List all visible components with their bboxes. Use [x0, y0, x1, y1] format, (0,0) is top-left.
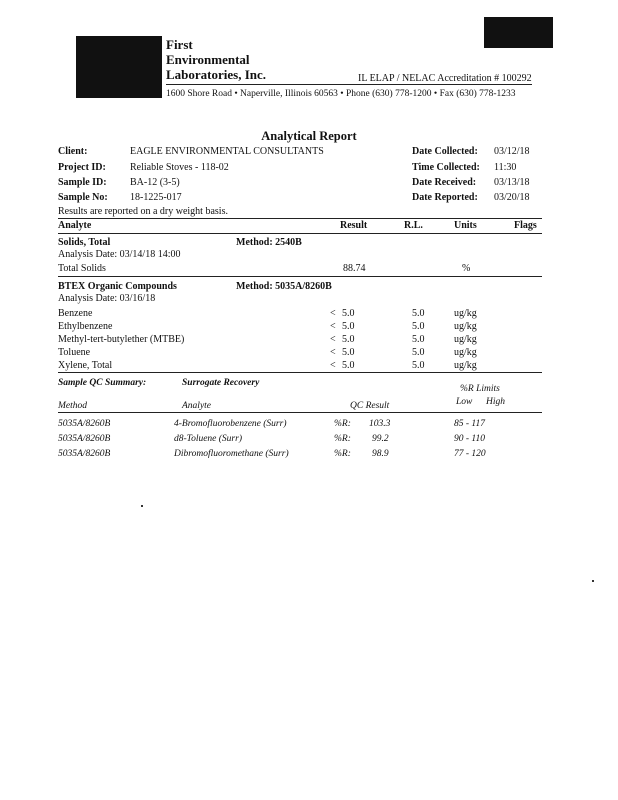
- qc-result-col: QC Result: [350, 401, 390, 411]
- solids-method: Method: 2540B: [236, 237, 302, 248]
- qc-row-r: %R:: [334, 419, 351, 429]
- qc-method-col: Method: [58, 401, 88, 411]
- report-title: Analytical Report: [261, 129, 357, 143]
- btex-row-rl: 5.0: [412, 360, 425, 371]
- btex-analysis-date: Analysis Date: 03/16/18: [58, 293, 156, 304]
- solids-rule: [58, 276, 542, 277]
- date-collected-value: 03/12/18: [494, 146, 530, 157]
- letterhead-rule: [166, 84, 532, 85]
- btex-row-qual: <: [330, 334, 336, 345]
- sample-no-value: 18-1225-017: [130, 192, 182, 203]
- qc-row-analyte: d8-Toluene (Surr): [174, 434, 242, 444]
- btex-row-rl: 5.0: [412, 347, 425, 358]
- qc-row-r: %R:: [334, 434, 351, 444]
- solids-row-name: Total Solids: [58, 263, 106, 274]
- company-name-line1: First: [166, 37, 193, 52]
- company-name-line3: Laboratories, Inc.: [166, 67, 267, 82]
- client-value: EAGLE ENVIRONMENTAL CONSULTANTS: [130, 146, 324, 157]
- company-name-line2: Environmental: [166, 52, 250, 67]
- project-label: Project ID:: [58, 162, 106, 173]
- qc-row-value: 98.9: [372, 449, 389, 459]
- btex-row-result: 5.0: [342, 360, 355, 371]
- qc-row-limits: 90 - 110: [454, 434, 485, 444]
- btex-row-result: 5.0: [342, 334, 355, 345]
- qc-row-method: 5035A/8260B: [58, 434, 111, 444]
- col-analyte: Analyte: [58, 220, 92, 231]
- btex-row-name: Benzene: [58, 308, 93, 319]
- qc-summary-label: Sample QC Summary:: [58, 378, 147, 388]
- qc-row-method: 5035A/8260B: [58, 449, 111, 459]
- header-rule-top: [58, 218, 542, 219]
- btex-row-result: 5.0: [342, 308, 355, 319]
- header-rule-bottom: [58, 233, 542, 234]
- btex-row-qual: <: [330, 308, 336, 319]
- btex-row-units: ug/kg: [454, 308, 477, 319]
- time-collected-value: 11:30: [494, 162, 517, 173]
- btex-row-units: ug/kg: [454, 347, 477, 358]
- btex-row-qual: <: [330, 347, 336, 358]
- qc-header-rule: [58, 412, 542, 413]
- date-collected-label: Date Collected:: [412, 146, 478, 157]
- qc-row-limits: 85 - 117: [454, 419, 485, 429]
- company-address: 1600 Shore Road • Naperville, Illinois 60563 • Phone (630) 778-1200 • Fax (630) 778-1233: [166, 89, 516, 99]
- date-received-label: Date Received:: [412, 177, 477, 188]
- btex-rule: [58, 372, 542, 373]
- results-note: Results are reported on a dry weight basis.: [58, 206, 228, 217]
- btex-row-qual: <: [330, 321, 336, 332]
- project-value: Reliable Stoves - 118-02: [130, 162, 229, 173]
- btex-row-name: Ethylbenzene: [58, 321, 113, 332]
- date-reported-value: 03/20/18: [494, 192, 530, 203]
- btex-row-name: Xylene, Total: [58, 360, 113, 371]
- sample-no-label: Sample No:: [58, 192, 108, 203]
- qc-row-value: 103.3: [369, 419, 391, 429]
- client-label: Client:: [58, 146, 88, 157]
- col-units: Units: [454, 220, 477, 231]
- btex-row-result: 5.0: [342, 321, 355, 332]
- solids-row-units: %: [462, 263, 471, 274]
- date-reported-label: Date Reported:: [412, 192, 478, 203]
- sample-id-value: BA-12 (3-5): [130, 177, 180, 188]
- scan-speck: [592, 580, 594, 582]
- btex-row-name: Methyl-tert-butylether (MTBE): [58, 334, 185, 345]
- sample-id-label: Sample ID:: [58, 177, 107, 188]
- qc-row-analyte: 4-Bromofluorobenzene (Surr): [174, 419, 287, 429]
- btex-row-rl: 5.0: [412, 321, 425, 332]
- qc-surrogate-label: Surrogate Recovery: [182, 378, 260, 388]
- btex-row-qual: <: [330, 360, 336, 371]
- solids-row-result: 88.74: [343, 263, 366, 274]
- company-logo: [76, 36, 162, 98]
- qc-row-analyte: Dibromofluoromethane (Surr): [174, 449, 289, 459]
- col-flags: Flags: [514, 220, 537, 231]
- date-received-value: 03/13/18: [494, 177, 530, 188]
- col-result: Result: [340, 220, 368, 231]
- qc-row-value: 99.2: [372, 434, 389, 444]
- btex-row-result: 5.0: [342, 347, 355, 358]
- qc-analyte-col: Analyte: [182, 401, 212, 411]
- btex-method: Method: 5035A/8260B: [236, 281, 332, 292]
- btex-row-units: ug/kg: [454, 334, 477, 345]
- btex-row-units: ug/kg: [454, 360, 477, 371]
- btex-group: BTEX Organic Compounds: [58, 281, 177, 292]
- col-rl: R.L.: [404, 220, 423, 231]
- redaction-box: [484, 17, 553, 48]
- qc-row-method: 5035A/8260B: [58, 419, 111, 429]
- btex-row-name: Toluene: [58, 347, 91, 358]
- time-collected-label: Time Collected:: [412, 162, 480, 173]
- solids-group: Solids, Total: [58, 237, 111, 248]
- qc-low-col: Low: [456, 397, 473, 407]
- scan-speck: [141, 505, 143, 507]
- qc-row-r: %R:: [334, 449, 351, 459]
- btex-row-rl: 5.0: [412, 334, 425, 345]
- accreditation: IL ELAP / NELAC Accreditation # 100292: [358, 73, 532, 84]
- qc-high-col: High: [486, 397, 505, 407]
- btex-row-units: ug/kg: [454, 321, 477, 332]
- qc-row-limits: 77 - 120: [454, 449, 486, 459]
- qc-limits-label: %R Limits: [460, 384, 500, 394]
- btex-row-rl: 5.0: [412, 308, 425, 319]
- solids-analysis-date: Analysis Date: 03/14/18 14:00: [58, 249, 181, 260]
